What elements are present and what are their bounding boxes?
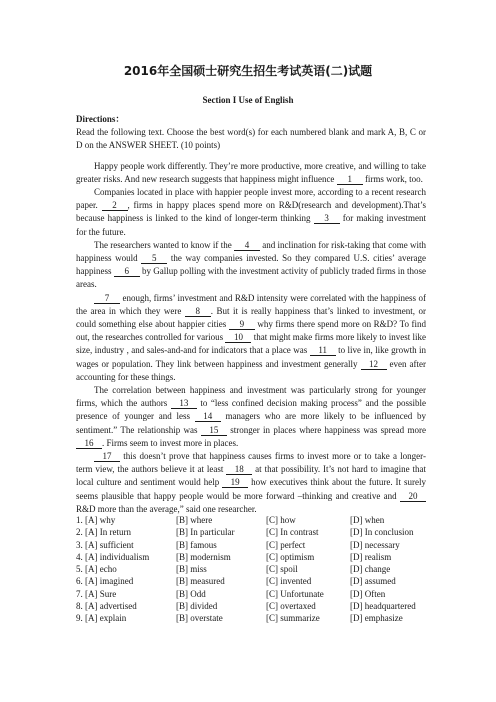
option-row <box>76 600 436 612</box>
passage-text: enough, firms’ investment and R&D intensity were correlated with the happiness of the area in which they were <box>76 292 426 316</box>
passage-text: that might make firms more likely to invest like size, industry , and sales-and-and for indicators that a place was <box>76 332 427 356</box>
option-choice-c[interactable]: [C] overtaxed <box>266 601 316 612</box>
passage-text: to live in, like growth in wages or population. They link between happiness and investment generally <box>76 345 426 369</box>
passage-text: firms work, too. <box>362 173 423 184</box>
option-choice-c[interactable]: [C] perfect <box>266 539 306 550</box>
passage-text: by Gallup polling with the investment activity of publicly traded firms in those areas. <box>76 266 426 290</box>
option-choice-d[interactable]: [D] change <box>350 564 391 575</box>
option-choice-c[interactable]: [C] spoil <box>266 564 298 575</box>
option-choice-d[interactable]: [D] headquartered <box>350 601 416 612</box>
section-heading: Section I Use of English <box>202 95 294 105</box>
option-row <box>76 514 436 526</box>
option-row <box>76 612 436 624</box>
answer-blank[interactable]: 3 <box>314 213 340 224</box>
passage-text: at that possibility. It’s not hard to imagine that local culture and sentiment would help <box>76 464 426 488</box>
answer-blank[interactable]: 18 <box>226 464 252 475</box>
answer-blank[interactable]: 13 <box>171 398 197 409</box>
option-row <box>76 575 436 587</box>
passage-paragraph <box>76 292 426 384</box>
passage-text: managers who are more likely to be influenced by sentiment.” The relationship was <box>76 411 426 435</box>
passage-paragraph <box>76 186 426 239</box>
answer-blank[interactable]: 2 <box>102 200 128 211</box>
option-choice-c[interactable]: [C] summarize <box>266 613 320 624</box>
option-choice-a[interactable]: 6. [A] imagined <box>76 576 134 587</box>
answer-blank[interactable]: 6 <box>114 266 140 277</box>
option-choice-d[interactable]: [D] In conclusion <box>350 527 414 538</box>
passage-paragraph <box>76 384 426 450</box>
option-choice-b[interactable]: [B] famous <box>176 539 217 550</box>
option-choice-a[interactable]: 3. [A] sufficient <box>76 539 134 550</box>
option-choice-b[interactable]: [B] overstate <box>176 613 223 624</box>
passage-text: Companies located in place with happier people invest more, according to a recent research paper. <box>76 187 426 211</box>
option-row <box>76 539 436 551</box>
passage-text: The correlation between happiness and investment was particularly strong for younger firms, which the authors <box>76 385 426 409</box>
answer-blank[interactable]: 19 <box>222 477 248 488</box>
option-choice-a[interactable]: 2. [A] In return <box>76 527 131 538</box>
option-choice-c[interactable]: [C] how <box>266 515 296 525</box>
answer-blank[interactable]: 17 <box>94 451 120 462</box>
passage-text: even after accounting for these things. <box>76 358 426 382</box>
option-choice-d[interactable]: [D] realism <box>350 551 392 562</box>
option-choice-b[interactable]: [B] where <box>176 515 213 525</box>
option-choice-d[interactable]: [D] emphasize <box>350 613 403 624</box>
option-choice-d[interactable]: [D] necessary <box>350 539 400 550</box>
answer-blank[interactable]: 7 <box>94 293 120 304</box>
answer-blank[interactable]: 12 <box>361 359 387 370</box>
option-choice-c[interactable]: [C] In contrast <box>266 527 319 538</box>
option-choice-a[interactable]: 8. [A] advertised <box>76 601 137 612</box>
option-choice-a[interactable]: 1. [A] why <box>76 515 116 525</box>
passage-text: Happy people work differently. They’re more productive, more creative, and willing to take greater risks. And new research suggests that happiness might influence <box>76 160 426 184</box>
option-choice-c[interactable]: [C] invented <box>266 576 312 587</box>
option-row <box>76 588 436 600</box>
passage-paragraph <box>76 239 426 292</box>
option-choice-a[interactable]: 5. [A] echo <box>76 564 117 575</box>
answer-blank[interactable]: 11 <box>310 345 336 356</box>
passage-text: , firms in happy places spend more on R&D(research and development).That’s because happiness is linked to the kind of longer-term thinking <box>76 200 426 224</box>
passage-paragraph <box>76 450 426 516</box>
passage-text: for making investment for the future. <box>76 213 426 237</box>
option-row <box>76 526 436 538</box>
page-title: 2016年全国硕士研究生招生考试英语(二)试题 <box>123 64 373 78</box>
option-choice-b[interactable]: [B] In particular <box>176 527 235 538</box>
option-choice-b[interactable]: [B] modernism <box>176 551 231 562</box>
answer-blank[interactable]: 20 <box>400 491 426 502</box>
answer-blank[interactable]: 14 <box>195 411 221 422</box>
option-row <box>76 563 436 575</box>
answer-blank[interactable]: 5 <box>141 253 167 264</box>
passage-text: the way companies invested. So they compared U.S. cities’ average happiness <box>76 253 426 277</box>
answer-blank[interactable]: 8 <box>185 306 211 317</box>
answer-blank[interactable]: 10 <box>225 332 251 343</box>
passage-text: The researchers wanted to know if the <box>94 239 234 250</box>
option-choice-b[interactable]: [B] measured <box>176 576 225 587</box>
directions-text: Read the following text. Choose the best word(s) for each numbered blank and mark A, B, C or D on the ANSWER SHEET. (10 points) <box>76 127 426 151</box>
option-choice-b[interactable]: [B] divided <box>176 601 218 612</box>
answer-blank[interactable]: 16 <box>76 438 102 449</box>
answer-blank[interactable]: 4 <box>234 240 260 251</box>
option-choice-d[interactable]: [D] assumed <box>350 576 396 587</box>
passage <box>76 160 426 516</box>
option-choice-c[interactable]: [C] Unfortunate <box>266 588 324 599</box>
passage-text: . Firms seem to invest more in places. <box>102 437 239 448</box>
passage-text: this doesn’t prove that happiness causes firms to invest more or to take a longer-term view, the authors believe it at least <box>76 451 426 475</box>
answer-blank[interactable]: 9 <box>229 319 255 330</box>
passage-text: why firms there spend more on R&D? To find out, the researches controlled for various <box>76 319 426 343</box>
passage-text: . But it is really happiness that’s linked to investment, or could something else about happier cities <box>76 305 426 330</box>
passage-text: to “less confined decision making process” and the possible presence of younger and less <box>76 398 426 422</box>
option-choice-a[interactable]: 7. [A] Sure <box>76 588 117 599</box>
option-choice-a[interactable]: 4. [A] individualism <box>76 551 150 562</box>
option-choice-a[interactable]: 9. [A] explain <box>76 613 127 624</box>
passage-paragraph <box>76 160 426 186</box>
option-choice-d[interactable]: [D] when <box>350 515 385 525</box>
option-choice-b[interactable]: [B] Odd <box>176 588 206 599</box>
passage-text: R&D more than the average,” said one researcher. <box>76 503 257 514</box>
main-content <box>76 113 426 516</box>
option-choice-c[interactable]: [C] optimism <box>266 551 315 562</box>
answer-blank[interactable]: 1 <box>337 174 363 185</box>
passage-text: how executives think about the future. It surely seems plausible that happy people would be more forward –thinking and creative and <box>76 477 426 501</box>
option-choice-d[interactable]: [D] Often <box>350 588 386 599</box>
option-row <box>76 551 436 563</box>
option-choice-b[interactable]: [B] miss <box>176 564 207 575</box>
passage-text: stronger in places where happiness was spread more <box>226 424 426 435</box>
passage-text: and inclination for risk-taking that come with happiness would <box>76 239 426 264</box>
options-list <box>76 514 436 625</box>
answer-blank[interactable]: 15 <box>201 425 227 436</box>
directions-heading: Directions： <box>76 114 125 124</box>
